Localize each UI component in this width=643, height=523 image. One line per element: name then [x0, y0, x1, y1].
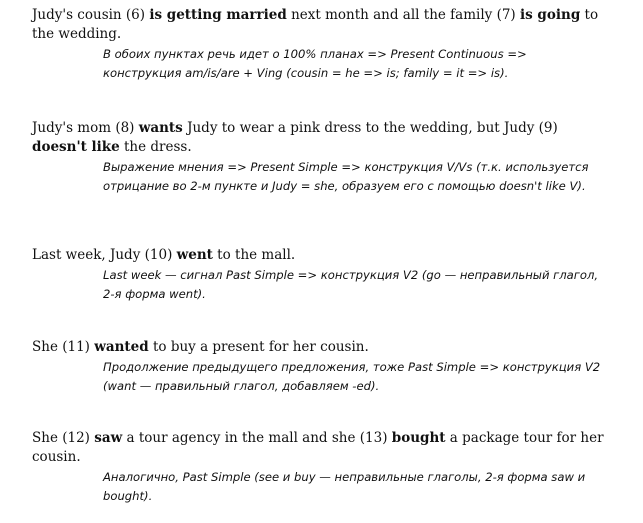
- exercise-item: [32, 429, 612, 506]
- explanation-note: Продолжение предыдущего предложения, тоже Past Simple => конструкция V2 (want — правильный глагол, добавляем -ed).: [103, 360, 601, 393]
- answer-verb: doesn't like: [32, 139, 120, 155]
- answer-verb: wants: [138, 120, 183, 136]
- exercise-item: [32, 338, 612, 396]
- explanation-note: Выражение мнения => Present Simple => конструкция V/Vs (т.к. используется отрицание во 2-м пункте и Judy = she, образуем его с помощью doesn't like V).: [103, 160, 589, 193]
- answer-verb: wanted: [94, 339, 149, 355]
- explanation-note: Last week — сигнал Past Simple => конструкция V2 (go — неправильный глагол, 2-я форма went).: [103, 268, 599, 301]
- sentence-text: Last week, Judy (10): [32, 247, 177, 263]
- exercise-item: [32, 119, 612, 196]
- explanation-note: Аналогично, Past Simple (see и buy — неправильные глаголы, 2-я форма saw и bought).: [103, 470, 586, 503]
- exercise-sentence: [32, 338, 612, 357]
- answer-verb: is going: [520, 7, 581, 23]
- sentence-text: next month and all the family (7): [286, 7, 520, 23]
- answer-verb: is getting married: [149, 7, 287, 23]
- sentence-text: Judy's mom (8): [32, 120, 139, 136]
- exercise-item: [32, 6, 612, 83]
- sentence-text: Judy to wear a pink dress to the wedding, but Judy (9): [182, 120, 558, 136]
- sentence-text: to the mall.: [212, 247, 296, 263]
- exercise-sentence: [32, 246, 612, 265]
- sentence-text: Judy's cousin (6): [32, 7, 150, 23]
- answer-verb: saw: [94, 430, 123, 446]
- exercise-item: [32, 246, 612, 304]
- sentence-text: a tour agency in the mall and she (13): [122, 430, 392, 446]
- sentence-text: the dress.: [119, 139, 192, 155]
- exercise-sentence: [32, 6, 612, 44]
- sentence-text: to buy a present for her cousin.: [148, 339, 369, 355]
- sentence-text: to the wedding.: [32, 7, 599, 42]
- exercise-sentence: [32, 429, 612, 467]
- sentence-text: a package tour for her cousin.: [32, 430, 604, 465]
- answer-verb: went: [176, 247, 213, 263]
- sentence-text: She (12): [32, 430, 95, 446]
- exercise-sentence: [32, 119, 612, 157]
- sentence-text: She (11): [32, 339, 95, 355]
- answer-verb: bought: [391, 430, 446, 446]
- explanation-note: В обоих пунктах речь идет о 100% планах => Present Continuous => конструкция am/is/are + Ving (cousin = he => is; family = it => is).: [103, 47, 527, 80]
